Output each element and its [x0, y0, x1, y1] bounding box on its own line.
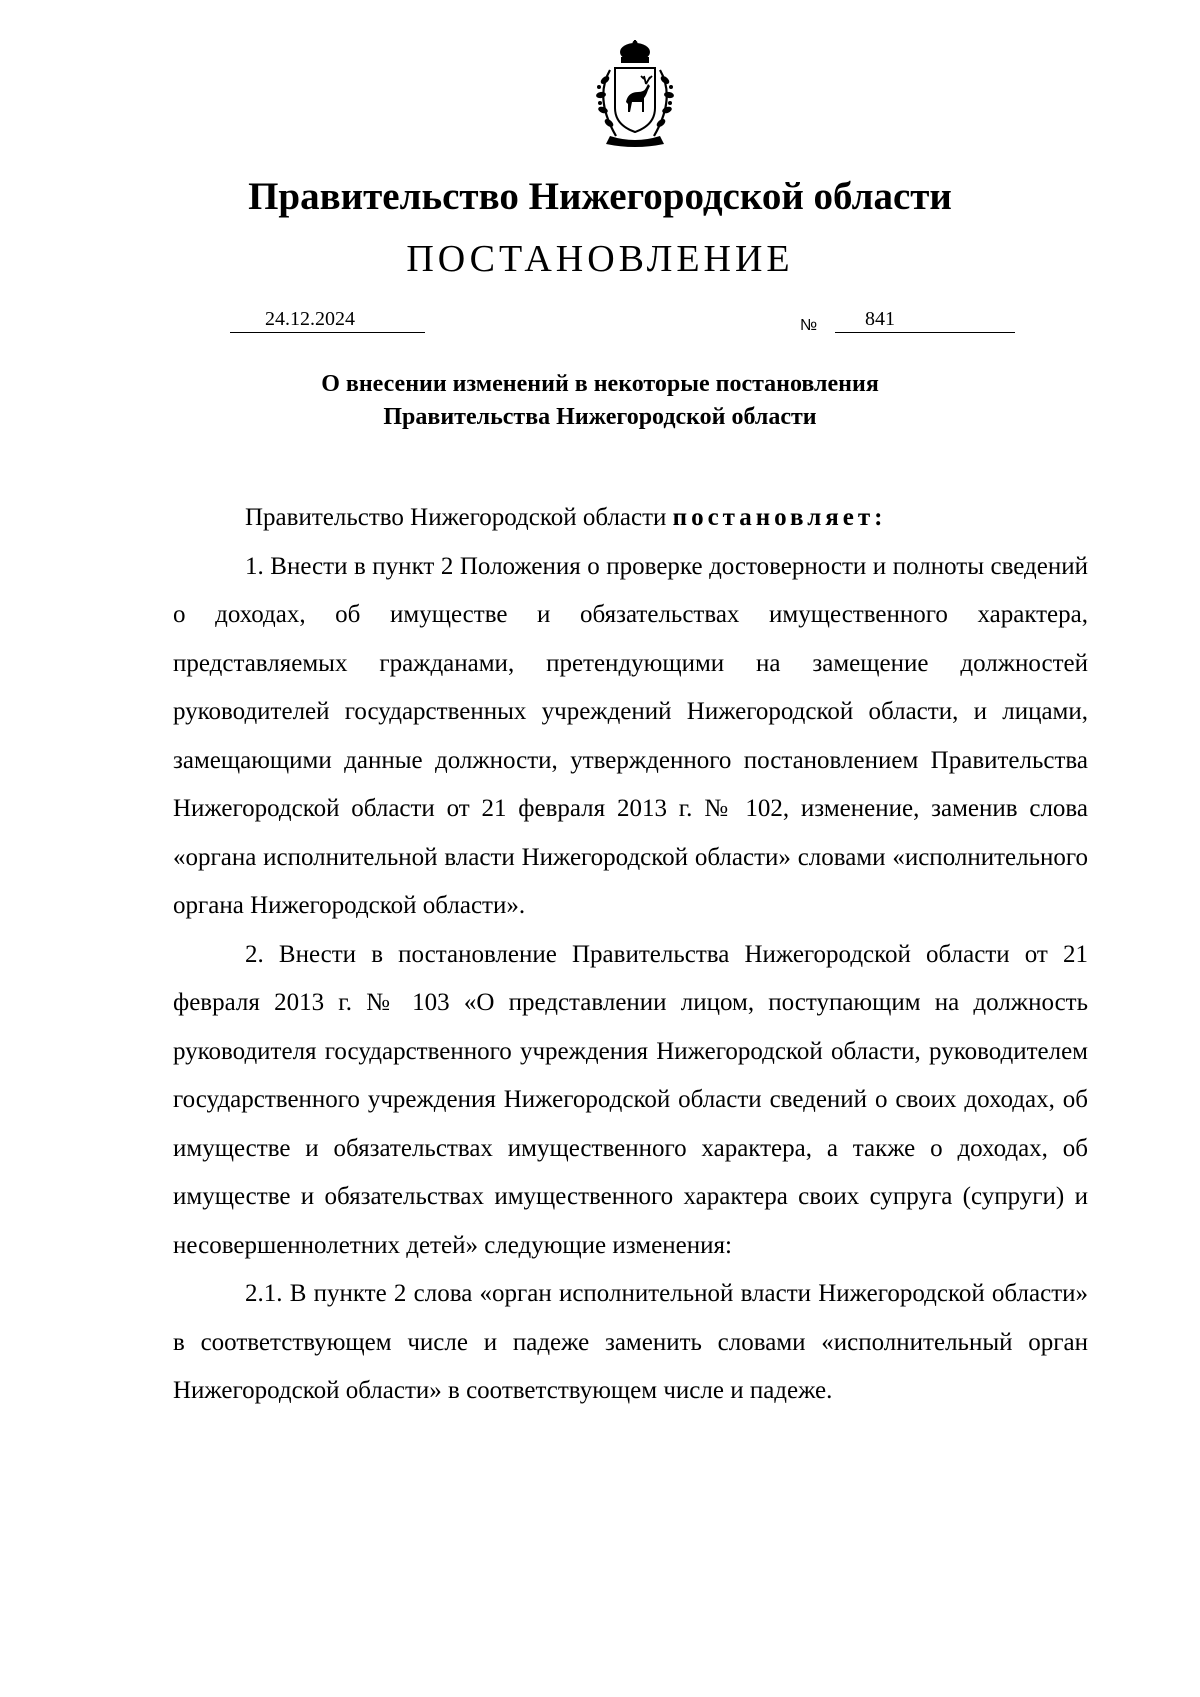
paragraph-2-1: 2.1. В пункте 2 слова «орган исполнительной власти Нижегородской области» в соответствующем числе и падеже заменить словами «исполнительный орган Нижегородской области» в соответствующем числе и падеже. [173, 1280, 1088, 1404]
document-subject [0, 368, 1200, 434]
paragraph-2: 2. Внести в постановление Правительства Нижегородской области от 21 февраля 2013 г. № 103 «О представлении лицом, поступающим на должность руководителя государственного учреждения Нижегородской области, руководителем государственного учреждения Нижегородской области сведений о своих доходах, об имуществе и обязательствах имущественного характера, а также о доходах, об имуществе и обязательствах имущественного характера своих супруга (супруги) и несовершеннолетних детей» следующие изменения: [173, 940, 1088, 1259]
number-sign: № [800, 317, 818, 334]
document-number [835, 306, 1015, 333]
enacting-clause [173, 494, 1088, 543]
subject-line-2: Правительства Нижегородской области [383, 404, 817, 430]
document-body [173, 494, 1088, 1416]
enacting-clause-emphasis: постановляет: [672, 504, 887, 531]
document-date-value: 24.12.2024 [265, 308, 355, 330]
enacting-clause-text: Правительство Нижегородской области [245, 504, 673, 531]
document-type: ПОСТАНОВЛЕНИЕ [406, 238, 794, 280]
government-name: Правительство Нижегородской области [248, 175, 952, 218]
subject-line-1: О внесении изменений в некоторые постановления [321, 371, 879, 397]
document-number-value: 841 [865, 308, 895, 330]
coat-of-arms-icon [580, 40, 690, 150]
document-date [230, 306, 425, 333]
paragraph-1: 1. Внести в пункт 2 Положения о проверке достоверности и полноты сведений о доходах, об имуществе и обязательствах имущественного характера, представляемых гражданами, претендующими на замещение должностей руководителей государственных учреждений Нижегородской области, и лицами, замещающими данные должности, утвержденного постановлением Правительства Нижегородской области от 21 февраля 2013 г. № 102, изменение, заменив слова «органа исполнительной власти Нижегородской области» словами «исполнительного органа Нижегородской области». [173, 552, 1088, 919]
